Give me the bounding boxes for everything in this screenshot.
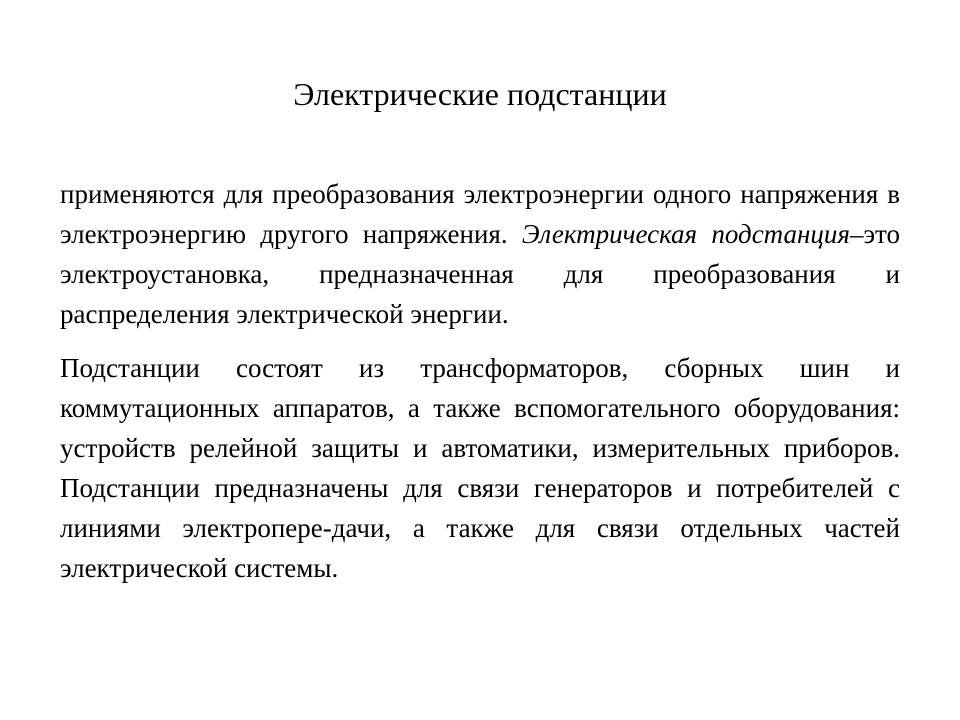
slide-title: Электрические подстанции <box>293 76 667 112</box>
term-electrical-substation: Электрическая подстанция– <box>521 219 864 249</box>
slide-body <box>60 174 900 588</box>
paragraph-definition-rest: это электроустановка, предназначенная для преобразования и распределения электрической энергии. <box>60 219 900 329</box>
paragraph-definition-intro: применяются для преобразования электроэнергии одного напряжения в электроэнергию другого напряжения. <box>60 179 900 249</box>
paragraph-composition: Подстанции состоят из трансформаторов, сборных шин и коммутационных аппаратов, а также вспомогательного оборудования: устройств релейной защиты и автоматики, измерительных приборов. Подстанции предназначены для связи генераторов и потребителей с линиями электропере-дачи, а также для связи отдельных частей электрической системы. <box>60 353 900 583</box>
paragraph-definition <box>60 174 900 334</box>
